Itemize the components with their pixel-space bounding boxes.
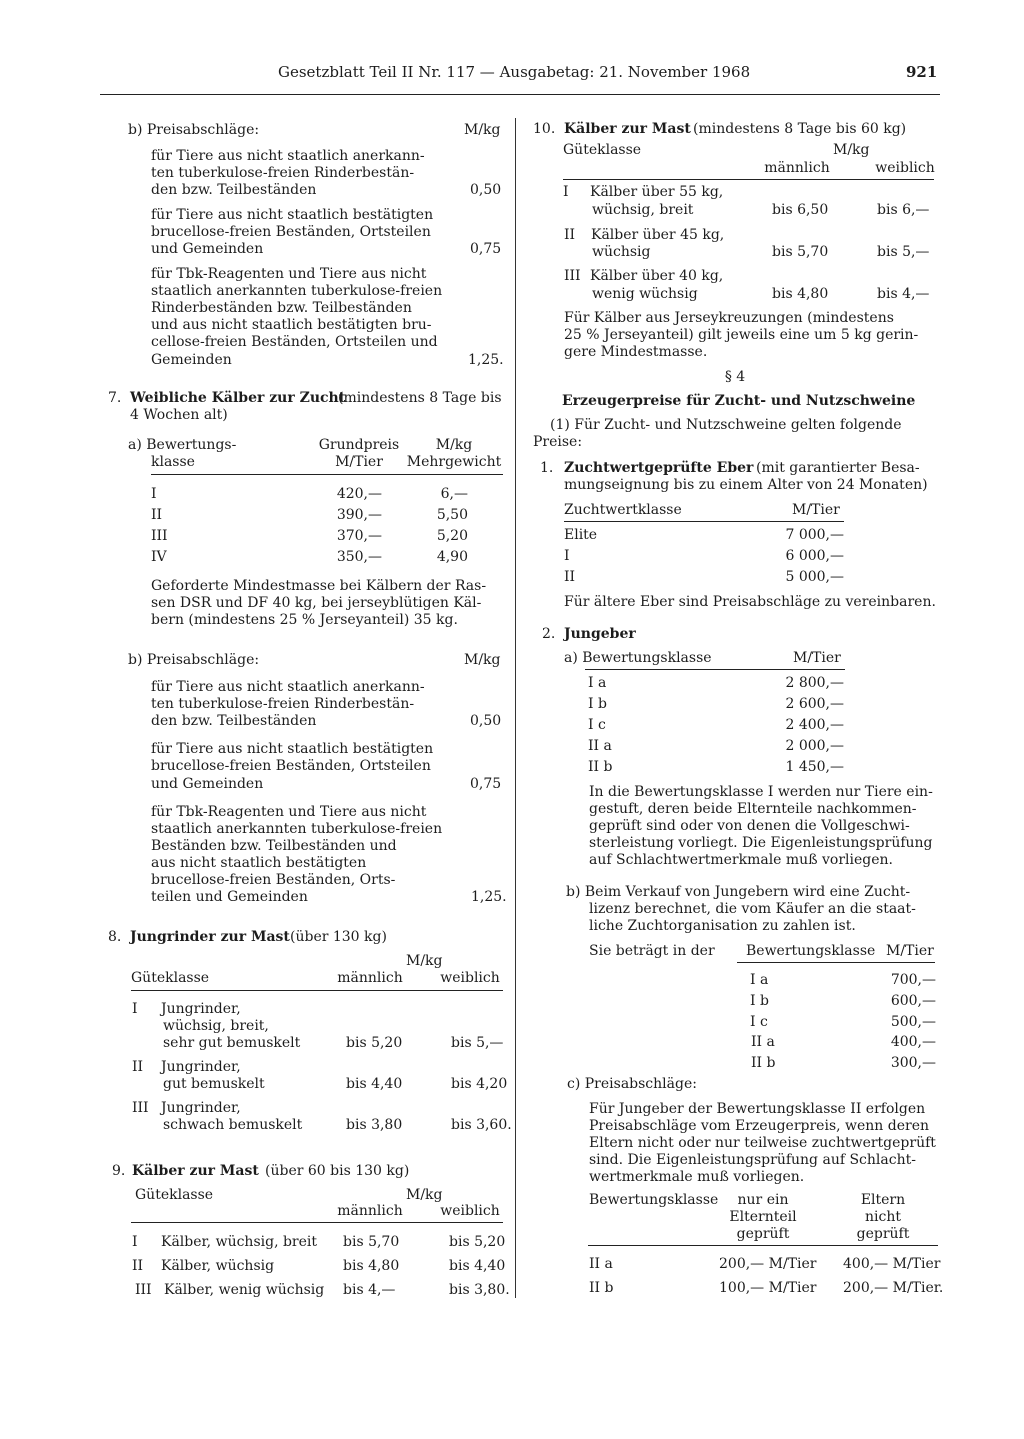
discount-line: den bzw. Teilbeständen	[151, 182, 317, 198]
discount-value: 1,25.	[468, 352, 504, 368]
table-cell: II a	[588, 738, 612, 754]
discount-value: 0,75	[470, 241, 502, 257]
discount-line: für Tiere aus nicht staatlich anerkann-	[151, 679, 425, 695]
page-header-title: Gesetzblatt Teil II Nr. 117 — Ausgabetag: 21. November 1968	[278, 63, 751, 81]
column-divider	[515, 118, 516, 1298]
table-cell: I	[151, 486, 157, 502]
table-cell: I a	[588, 675, 607, 691]
table-cell: bis 3,80.	[449, 1282, 510, 1298]
discount-line: für Tiere aus nicht staatlich bestätigten	[151, 741, 434, 757]
table-cell: 2 600,—	[785, 696, 844, 712]
table-header: Güteklasse	[135, 1187, 214, 1203]
note-line: bern (mindestens 25 % Jerseyanteil) 35 kg.	[151, 612, 458, 628]
table-cell: 4,90	[436, 549, 468, 565]
table-cell: bis 4,—	[877, 286, 930, 302]
paragraph-heading: Erzeugerpreise für Zucht- und Nutzschweine	[562, 393, 916, 409]
discount-label: b) Preisabschläge:	[128, 122, 260, 138]
table-header: M/kg	[435, 437, 473, 453]
table-cell: 5,20	[436, 528, 468, 544]
table-cell: 100,— M/Tier	[719, 1280, 817, 1296]
table-cell: gut bemuskelt	[163, 1076, 265, 1092]
table-header: a) Bewertungs-	[128, 437, 237, 453]
paragraph-intro: (1) Für Zucht- und Nutzschweine gelten folgende	[550, 417, 902, 433]
table-cell: bis 4,40	[449, 1258, 506, 1274]
section-title-rest: (über 60 bis 130 kg)	[265, 1163, 410, 1179]
discount-line: staatlich anerkannten tuberkulose-freien	[151, 821, 443, 837]
table-cell: I	[564, 548, 570, 564]
table-cell: II	[151, 507, 163, 523]
table-cell: bis 4,20	[451, 1076, 508, 1092]
table-cell: 500,—	[890, 1014, 936, 1030]
table-lead: Sie beträgt in der	[589, 943, 715, 959]
table-cell: 700,—	[890, 972, 936, 988]
note-line: Geforderte Mindestmasse bei Kälbern der Ras-	[151, 578, 487, 594]
table-cell: II a	[589, 1256, 613, 1272]
table-cell: bis 4,—	[343, 1282, 396, 1298]
table-cell: II b	[588, 759, 613, 775]
discount-line: brucellose-freien Beständen, Ortsteilen	[151, 224, 431, 240]
table-cell: schwach bemuskelt	[163, 1117, 303, 1133]
section-title: Jungeber	[564, 626, 636, 642]
paragraph-line: wertmerkmale muß vorliegen.	[589, 1169, 805, 1185]
note-line: gestuft, deren beide Elternteile nachkommen-	[589, 801, 917, 817]
discount-line: ten tuberkulose-freien Rinderbestän-	[151, 165, 415, 181]
table-rule	[564, 521, 844, 522]
table-cell: 200,— M/Tier.	[843, 1280, 944, 1296]
table-cell: I b	[750, 993, 769, 1009]
table-cell: bis 3,60.	[451, 1117, 512, 1133]
table-cell: 6,—	[440, 486, 468, 502]
table-header: M/Tier	[335, 454, 383, 470]
table-cell: 390,—	[336, 507, 382, 523]
table-unit: M/kg	[406, 953, 443, 969]
table-cell: Kälber über 55 kg,	[590, 184, 724, 200]
table-rule	[563, 179, 934, 180]
discount-line: für Tbk-Reagenten und Tiere aus nicht	[151, 266, 427, 282]
section-title-rest: (mit garantierter Besa-	[756, 460, 920, 476]
discount-value: 0,50	[470, 182, 502, 198]
table-header: geprüft	[856, 1226, 910, 1242]
table-cell: Elite	[564, 527, 598, 543]
table-cell: I	[132, 1234, 138, 1250]
section-title: Zuchtwertgeprüfte Eber	[564, 460, 754, 476]
table-cell: bis 5,20	[449, 1234, 506, 1250]
table-header: Grundpreis	[318, 437, 400, 453]
table-header: weiblich	[875, 160, 935, 176]
table-cell: I a	[750, 972, 769, 988]
section-title-rest: (mindestens 8 Tage bis	[338, 390, 502, 406]
table-header: M/Tier	[886, 943, 934, 959]
table-header: a) Bewertungsklasse	[564, 650, 712, 666]
discount-value: 0,75	[470, 776, 502, 792]
table-unit: M/kg	[406, 1187, 443, 1203]
table-cell: 5 000,—	[785, 569, 844, 585]
paragraph-number: § 4	[724, 369, 746, 385]
discount-value: 1,25.	[471, 889, 507, 905]
table-cell: 400,— M/Tier	[843, 1256, 941, 1272]
discount-unit: M/kg	[464, 652, 501, 668]
table-cell: bis 6,50	[772, 202, 829, 218]
table-cell: IV	[151, 549, 167, 565]
discount-label: b) Preisabschläge:	[128, 652, 260, 668]
table-header: Mehrgewicht	[406, 454, 502, 470]
table-header: nicht	[865, 1209, 901, 1225]
table-cell: wüchsig	[592, 244, 651, 260]
section-title: Weibliche Kälber zur Zucht	[130, 390, 346, 406]
note-line: auf Schlachtwertmerkmale muß vorliegen.	[589, 852, 893, 868]
table-header: klasse	[151, 454, 195, 470]
table-cell: III	[151, 528, 168, 544]
table-header: Bewertungsklasse	[589, 1192, 719, 1208]
table-cell: Kälber über 40 kg,	[590, 268, 724, 284]
discount-line: brucellose-freien Beständen, Ortsteilen	[151, 758, 431, 774]
discount-line: staatlich anerkannten tuberkulose-freien	[151, 283, 443, 299]
table-cell: 2 000,—	[785, 738, 844, 754]
section-title-line2: mungseignung bis zu einem Alter von 24 Monaten)	[564, 477, 928, 493]
table-cell: II	[564, 227, 576, 243]
note-line: In die Bewertungsklasse I werden nur Tiere ein-	[589, 784, 933, 800]
table-cell: bis 4,40	[346, 1076, 403, 1092]
section-number: 7.	[108, 390, 122, 406]
note-line: gere Mindestmasse.	[564, 344, 708, 360]
table-cell: II	[564, 569, 576, 585]
table-header: Zuchtwertklasse	[564, 502, 682, 518]
discount-line: für Tiere aus nicht staatlich anerkann-	[151, 148, 425, 164]
paragraph-line: sind. Die Eigenleistungsprüfung auf Schlacht-	[589, 1152, 916, 1168]
table-cell: 6 000,—	[785, 548, 844, 564]
table-cell: 400,—	[890, 1034, 936, 1050]
discount-line: und Gemeinden	[151, 776, 264, 792]
header-rule	[100, 94, 940, 95]
page-number: 921	[906, 63, 938, 81]
note-line: sterleistung vorliegt. Die Eigenleistungsprüfung	[589, 835, 933, 851]
table-cell: II b	[751, 1055, 776, 1071]
table-header: männlich	[337, 970, 403, 986]
table-rule	[131, 990, 503, 991]
paragraph-line: Preisabschläge vom Erzeugerpreis, wenn deren	[589, 1118, 930, 1134]
note-line: 25 % Jerseyanteil) gilt jeweils eine um 5 kg gerin-	[564, 327, 919, 343]
table-cell: I	[132, 1001, 138, 1017]
table-cell: II b	[589, 1280, 614, 1296]
table-cell: wenig wüchsig	[592, 286, 698, 302]
table-cell: 1 450,—	[785, 759, 844, 775]
table-cell: II	[132, 1059, 144, 1075]
table-cell: I b	[588, 696, 607, 712]
table-cell: Jungrinder,	[161, 1100, 241, 1116]
discount-line: und Gemeinden	[151, 241, 264, 257]
table-cell: III	[135, 1282, 152, 1298]
section-title-rest: (mindestens 8 Tage bis 60 kg)	[693, 121, 907, 137]
table-cell: I c	[750, 1014, 768, 1030]
table-cell: 7 000,—	[785, 527, 844, 543]
table-cell: bis 4,80	[343, 1258, 400, 1274]
table-cell: bis 5,70	[343, 1234, 400, 1250]
section-number: 2.	[542, 626, 556, 642]
table-cell: Jungrinder,	[161, 1059, 241, 1075]
table-header: nur ein	[737, 1192, 789, 1208]
table-header: Güteklasse	[563, 142, 642, 158]
discount-line: cellose-freien Beständen, Ortsteilen und	[151, 334, 438, 350]
section-number: 10.	[533, 121, 556, 137]
table-cell: 600,—	[890, 993, 936, 1009]
table-cell: 420,—	[336, 486, 382, 502]
table-rule	[585, 669, 845, 670]
table-cell: II a	[751, 1034, 775, 1050]
table-header: geprüft	[736, 1226, 790, 1242]
table-header: Eltern	[860, 1192, 906, 1208]
section-title-rest: (über 130 kg)	[290, 929, 387, 945]
discount-line: den bzw. Teilbeständen	[151, 713, 317, 729]
paragraph-line: b) Beim Verkauf von Jungebern wird eine Zucht-	[566, 884, 911, 900]
table-header: Güteklasse	[131, 970, 210, 986]
table-rule	[151, 474, 503, 475]
table-cell: wüchsig, breit,	[163, 1018, 269, 1034]
discount-line: für Tiere aus nicht staatlich bestätigten	[151, 207, 434, 223]
table-cell: III	[132, 1100, 149, 1116]
table-cell: bis 5,70	[772, 244, 829, 260]
table-cell: 5,50	[436, 507, 468, 523]
table-cell: III	[564, 268, 581, 284]
section-title: Kälber zur Mast	[564, 121, 691, 137]
note-line: Für Kälber aus Jerseykreuzungen (mindestens	[564, 310, 894, 326]
table-rule	[737, 962, 935, 963]
table-cell: Kälber, wüchsig	[161, 1258, 275, 1274]
table-header: weiblich	[440, 1203, 500, 1219]
table-cell: I c	[588, 717, 606, 733]
paragraph-line: liche Zuchtorganisation zu zahlen ist.	[589, 918, 856, 934]
table-cell: 2 800,—	[785, 675, 844, 691]
table-cell: Kälber, wüchsig, breit	[161, 1234, 318, 1250]
discount-unit: M/kg	[464, 122, 501, 138]
table-cell: Jungrinder,	[161, 1001, 241, 1017]
table-cell: Kälber über 45 kg,	[591, 227, 725, 243]
table-cell: I	[563, 184, 569, 200]
discount-line: brucellose-freien Beständen, Orts-	[151, 872, 396, 888]
table-rule	[131, 1222, 503, 1223]
table-header: Elternteil	[729, 1209, 797, 1225]
discount-line: Gemeinden	[151, 352, 232, 368]
table-cell: bis 5,—	[877, 244, 930, 260]
note-line: Für ältere Eber sind Preisabschläge zu vereinbaren.	[564, 594, 936, 610]
table-rule	[588, 1245, 938, 1246]
table-cell: wüchsig, breit	[592, 202, 694, 218]
table-header: weiblich	[440, 970, 500, 986]
table-cell: bis 3,80	[346, 1117, 403, 1133]
table-cell: 370,—	[336, 528, 382, 544]
paragraph-line: Für Jungeber der Bewertungsklasse II erfolgen	[589, 1101, 926, 1117]
table-cell: Kälber, wenig wüchsig	[164, 1282, 325, 1298]
table-cell: 350,—	[336, 549, 382, 565]
table-header: Bewertungsklasse	[746, 943, 876, 959]
note-line: geprüft sind oder von denen die Vollgeschwi-	[589, 818, 910, 834]
table-cell: bis 5,20	[346, 1035, 403, 1051]
table-cell: sehr gut bemuskelt	[163, 1035, 301, 1051]
section-title-line2: 4 Wochen alt)	[130, 407, 228, 423]
paragraph-line: Eltern nicht oder nur teilweise zuchtwertgeprüft	[589, 1135, 936, 1151]
table-cell: 300,—	[890, 1055, 936, 1071]
note-line: sen DSR und DF 40 kg, bei jerseyblütigen Käl-	[151, 595, 482, 611]
discount-label: c) Preisabschläge:	[567, 1076, 697, 1092]
discount-value: 0,50	[470, 713, 502, 729]
paragraph-intro: Preise:	[533, 434, 583, 450]
paragraph-line: lizenz berechnet, die vom Käufer an die staat-	[589, 901, 916, 917]
discount-line: Rinderbeständen bzw. Teilbeständen	[151, 300, 412, 316]
discount-line: aus nicht staatlich bestätigten	[151, 855, 367, 871]
table-cell: 2 400,—	[785, 717, 844, 733]
discount-line: ten tuberkulose-freien Rinderbestän-	[151, 696, 415, 712]
table-unit: M/kg	[833, 142, 870, 158]
section-number: 1.	[540, 460, 554, 476]
table-cell: bis 5,—	[451, 1035, 504, 1051]
discount-line: für Tbk-Reagenten und Tiere aus nicht	[151, 804, 427, 820]
table-header: männlich	[337, 1203, 403, 1219]
section-title: Kälber zur Mast	[132, 1163, 259, 1179]
discount-line: Beständen bzw. Teilbeständen und	[151, 838, 397, 854]
table-header: männlich	[764, 160, 830, 176]
section-number: 9.	[112, 1163, 126, 1179]
table-cell: bis 6,—	[877, 202, 930, 218]
table-cell: 200,— M/Tier	[719, 1256, 817, 1272]
table-cell: bis 4,80	[772, 286, 829, 302]
section-title: Jungrinder zur Mast	[130, 929, 290, 945]
table-header: M/Tier	[792, 502, 840, 518]
table-cell: II	[132, 1258, 144, 1274]
table-header: M/Tier	[793, 650, 841, 666]
discount-line: teilen und Gemeinden	[151, 889, 308, 905]
section-number: 8.	[108, 929, 122, 945]
discount-line: und aus nicht staatlich bestätigten bru-	[151, 317, 432, 333]
